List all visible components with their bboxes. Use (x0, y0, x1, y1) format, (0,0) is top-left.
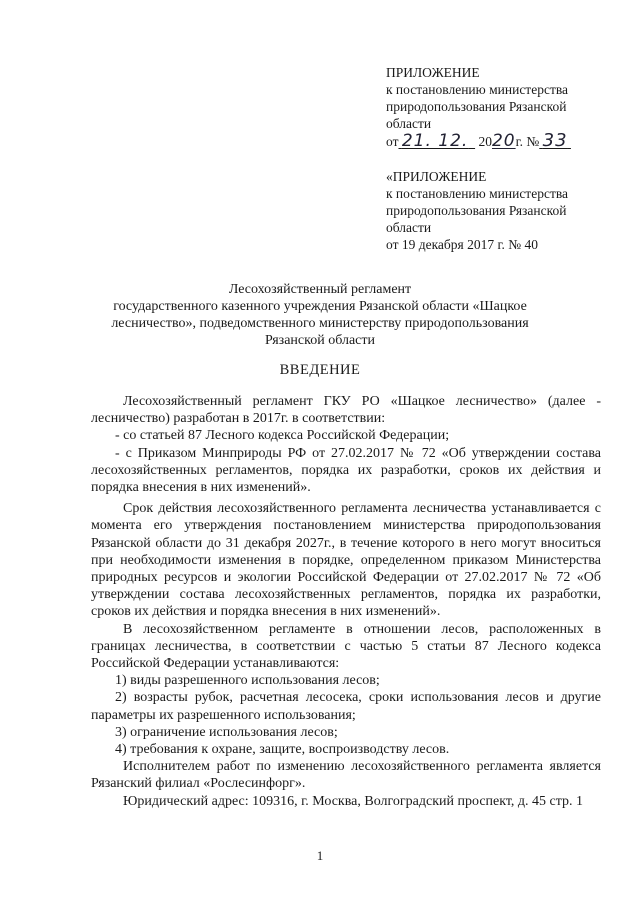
list-item: 3) ограничение использования лесов; (115, 724, 338, 740)
paragraph: Исполнителем работ по изменению лесохозяйственного регламента является Рязанский филиал «Рослесинфорг». (91, 759, 601, 792)
paragraph: Лесохозяйственный регламент ГКУ РО «Шацкое лесничество» (далее - лесничество) разработан в 2017г. в соответствии: (91, 394, 601, 427)
paragraph: Срок действия лесохозяйственного регламента лесничества устанавливается с момента его утверждения постановлением министерства природопользования Рязанской области до 31 декабря 2027г., в течение которого в него могут вноситься при необходимости изменения в порядке, определенном приказом Министерства природных ресурсов и экологии Российской Федерации от 27.02.2017 № 72 «Об утверждении состава лесохозяйственных регламентов, порядка их разработки, сроков их действия и порядка внесения в них изменений». (91, 501, 601, 620)
appendix-line: области (386, 220, 432, 235)
list-item: 4) требования к охране, защите, воспроизводству лесов. (115, 742, 450, 758)
appendix-line: от 19 декабря 2017 г. № 40 (386, 237, 539, 252)
appendix-block-old (386, 168, 568, 253)
appendix-date-line (386, 132, 571, 150)
paragraph: В лесохозяйственном регламенте в отношении лесов, расположенных в границах лесничества, в соответствии с частью 5 статьи 87 Лесного кодекса Российской Федерации устанавливаются: (91, 621, 601, 672)
date-prefix: от (386, 134, 399, 149)
date-year-label: г. № (515, 134, 540, 149)
list-item: - с Приказом Минприроды РФ от 27.02.2017 № 72 «Об утверждении состава лесохозяйственных регламентов, порядка их разработки, сроков их действия и порядка внесения в них изменений». (91, 445, 601, 496)
list-item: - со статьей 87 Лесного кодекса Российской Федерации; (115, 428, 450, 444)
page-number: 1 (316, 848, 324, 863)
date-year-suffix: 20 (491, 131, 516, 151)
date-day-month: 21. 12. (401, 131, 469, 151)
paragraph: Юридический адрес: 109316, г. Москва, Волгоградский проспект, д. 45 стр. 1 (123, 793, 584, 809)
appendix-title: ПРИЛОЖЕНИЕ (386, 65, 480, 80)
appendix-line: к постановлению министерства (386, 82, 569, 97)
appendix-line: природопользования Рязанской (386, 203, 567, 218)
appendix-line: области (386, 116, 432, 131)
list-item: 1) виды разрешенного использования лесов; (115, 673, 380, 689)
appendix-line: к постановлению министерства (386, 186, 569, 201)
appendix-block-new (386, 64, 571, 150)
body-text (91, 393, 601, 810)
section-heading: ВВЕДЕНИЕ (279, 362, 361, 378)
list-item: 2) возрасты рубок, расчетная лесосека, сроки использования лесов и другие параметры их разрешенного использования; (91, 690, 601, 723)
order-number: 33 (542, 130, 568, 151)
appendix-line: природопользования Рязанской (386, 99, 567, 114)
appendix-title: «ПРИЛОЖЕНИЕ (386, 169, 487, 184)
document-title: Лесохозяйственный регламент государственного казенного учреждения Рязанской области «Шацкое лесничество», подведомственного министерству природопользования Рязанской области (111, 282, 529, 348)
date-year-prefix: 20 (478, 134, 492, 149)
